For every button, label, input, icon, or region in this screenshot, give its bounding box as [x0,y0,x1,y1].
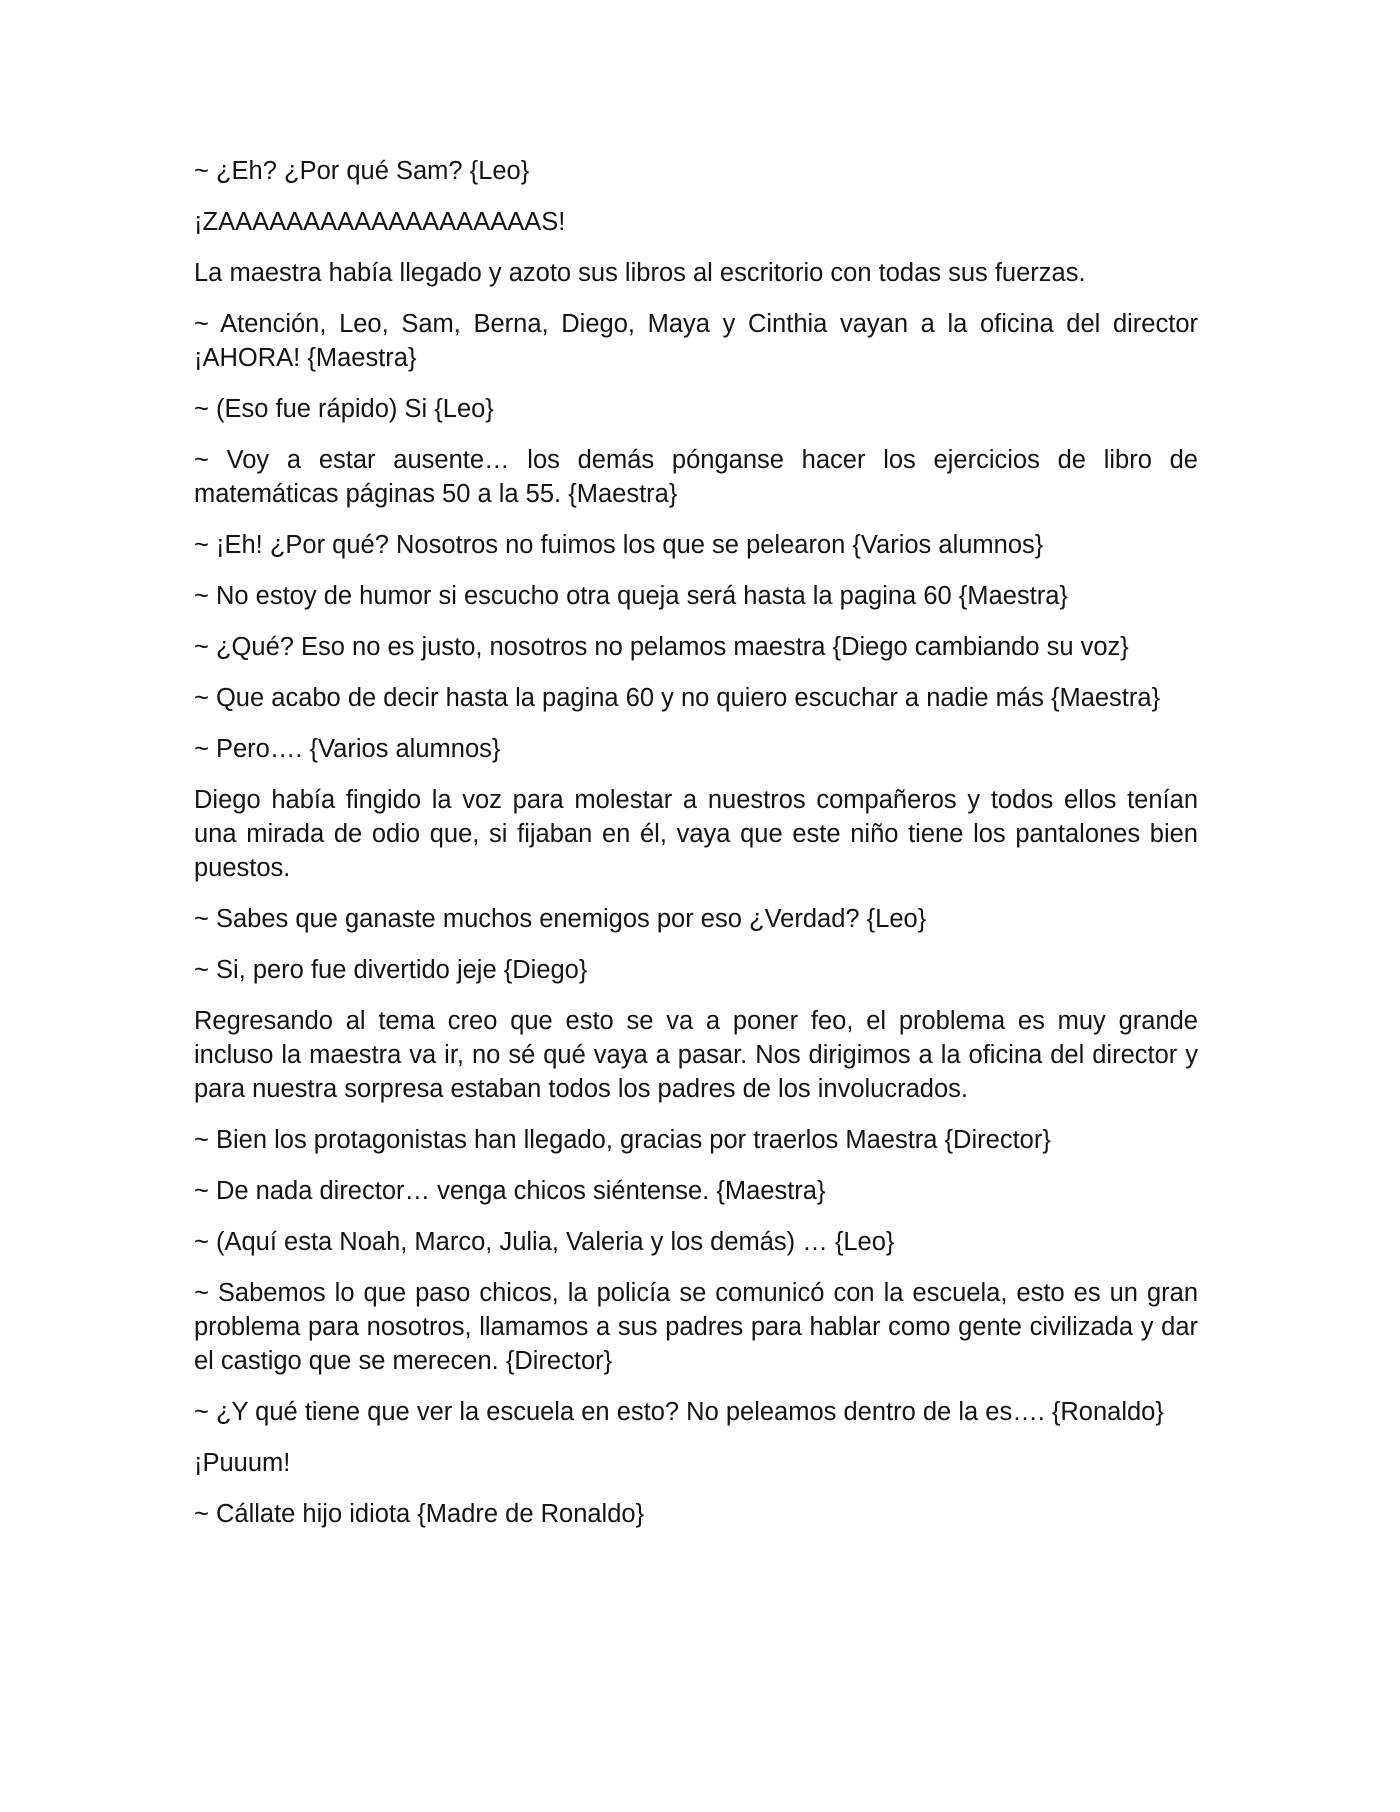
paragraph-22: ~ Cállate hijo idiota {Madre de Ronaldo} [194,1500,645,1528]
paragraph-21: ¡Puuum! [194,1449,291,1477]
paragraph-15: Regresando al tema creo que esto se va a poner feo, el problema es muy grande incluso la maestra va ir, no sé qué vaya a pasar. Nos dirigimos a la oficina del director y para nuestra sorpresa estaban todos los padres de los involucrados. [194,1007,1198,1103]
paragraph-7: ~ ¡Eh! ¿Por qué? Nosotros no fuimos los que se pelearon {Varios alumnos} [194,531,1044,559]
paragraph-18: ~ (Aquí esta Noah, Marco, Julia, Valeria y los demás) … {Leo} [194,1228,895,1256]
paragraph-11: ~ Pero…. {Varios alumnos} [194,735,501,763]
paragraph-1: ~ ¿Eh? ¿Por qué Sam? {Leo} [194,157,530,185]
paragraph-19: ~ Sabemos lo que paso chicos, la policía se comunicó con la escuela, esto es un gran problema para nosotros, llamamos a sus padres para hablar como gente civilizada y dar el castigo que se merecen. {Director} [194,1279,1198,1375]
paragraph-14: ~ Si, pero fue divertido jeje {Diego} [194,956,588,984]
paragraph-10: ~ Que acabo de decir hasta la pagina 60 y no quiero escuchar a nadie más {Maestra} [194,684,1161,712]
document-page [194,154,1198,1548]
paragraph-17: ~ De nada director… venga chicos siéntense. {Maestra} [194,1177,826,1205]
paragraph-2: ¡ZAAAAAAAAAAAAAAAAAAAS! [194,208,566,236]
paragraph-9: ~ ¿Qué? Eso no es justo, nosotros no pelamos maestra {Diego cambiando su voz} [194,633,1129,661]
paragraph-3: La maestra había llegado y azoto sus libros al escritorio con todas sus fuerzas. [194,259,1086,287]
paragraph-20: ~ ¿Y qué tiene que ver la escuela en esto? No peleamos dentro de la es…. {Ronaldo} [194,1398,1164,1426]
paragraph-5: ~ (Eso fue rápido) Si {Leo} [194,395,494,423]
paragraph-6: ~ Voy a estar ausente… los demás pónganse hacer los ejercicios de libro de matemáticas páginas 50 a la 55. {Maestra} [194,446,1198,508]
paragraph-13: ~ Sabes que ganaste muchos enemigos por eso ¿Verdad? {Leo} [194,905,927,933]
paragraph-12: Diego había fingido la voz para molestar a nuestros compañeros y todos ellos tenían una mirada de odio que, si fijaban en él, vaya que este niño tiene los pantalones bien puestos. [194,786,1198,882]
paragraph-8: ~ No estoy de humor si escucho otra queja será hasta la pagina 60 {Maestra} [194,582,1068,610]
paragraph-16: ~ Bien los protagonistas han llegado, gracias por traerlos Maestra {Director} [194,1126,1051,1154]
paragraph-4: ~ Atención, Leo, Sam, Berna, Diego, Maya y Cinthia vayan a la oficina del director ¡AHORA! {Maestra} [194,310,1198,372]
